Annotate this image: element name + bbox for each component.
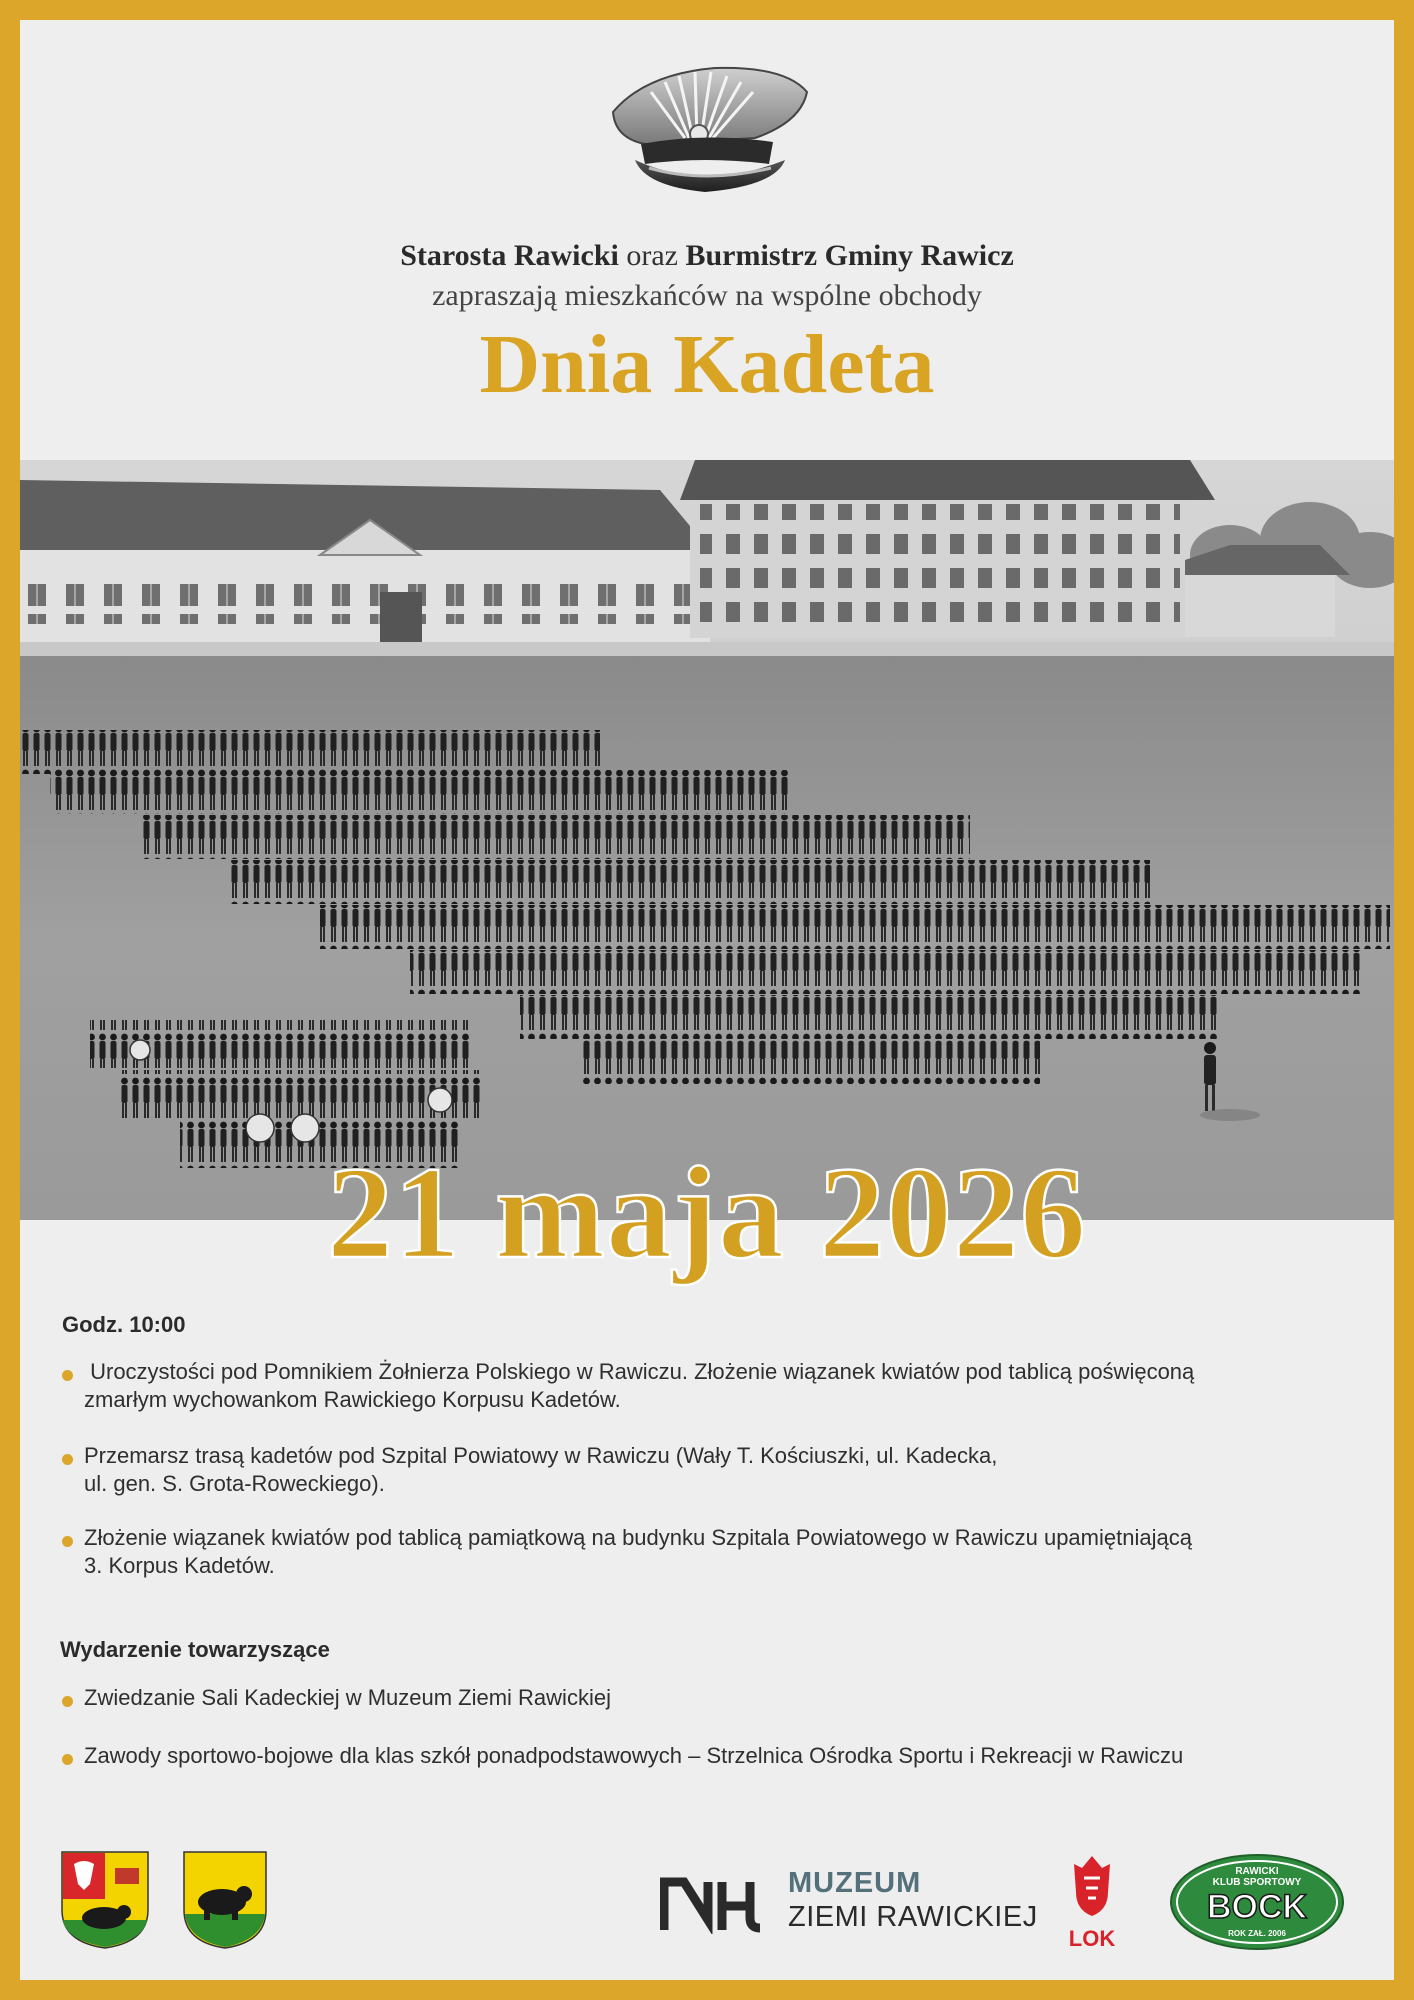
organizers-line [20, 236, 1394, 276]
side-event-item [60, 1684, 1374, 1712]
side-event-text: Zwiedzanie Sali Kadeckiej w Muzeum Ziemi Rawickiej [84, 1685, 611, 1710]
bullet-icon [62, 1454, 73, 1465]
bullet-icon [62, 1536, 73, 1547]
event-date: 21 maja 2026 [327, 1139, 1087, 1286]
schedule-item-line2: zmarłym wychowankom Rawickiego Korpusu Kadetów. [84, 1387, 621, 1412]
schedule-item-line2: 3. Korpus Kadetów. [84, 1553, 275, 1578]
organizer-burmistrz: Burmistrz Gminy Rawicz [685, 239, 1014, 272]
muzeum-name-line2: ZIEMI RAWICKIEJ [788, 1901, 1038, 1933]
schedule-item-line1: Przemarsz trasą kadetów pod Szpital Powiatowy w Rawiczu (Wały T. Kościuszki, ul. Kadecka, [84, 1443, 998, 1468]
schedule-item-line1: Uroczystości pod Pomnikiem Żołnierza Polskiego w Rawiczu. Złożenie wiązanek kwiatów pod tablicą poświęconą [84, 1359, 1195, 1384]
cadet-cap-illustration [605, 52, 815, 210]
bock-top-label: RAWICKI [1235, 1866, 1279, 1877]
side-events-heading: Wydarzenie towarzyszące [60, 1637, 330, 1662]
lok-logo [1064, 1852, 1120, 1952]
invitation-text: zapraszają mieszkańców na wspólne obchody [432, 279, 982, 312]
bullet-icon [62, 1696, 73, 1707]
schedule-item-line2: ul. gen. S. Grota-Roweckiego). [84, 1471, 385, 1496]
muzeum-name-line1: MUZEUM [788, 1867, 922, 1899]
side-event-item [60, 1742, 1374, 1770]
schedule-time: Godz. 10:00 [62, 1312, 186, 1337]
bock-subtitle-label: KLUB SPORTOWY [1212, 1877, 1302, 1888]
bock-club-logo [1168, 1852, 1346, 1952]
schedule-item-line1: Złożenie wiązanek kwiatów pod tablicą pamiątkową na budynku Szpitala Powiatowego w Rawiczu upamiętniającą [84, 1525, 1192, 1550]
schedule-item [60, 1358, 1374, 1414]
muzeum-logo-mark [660, 1872, 772, 1934]
schedule-item [60, 1524, 1374, 1580]
organizer-starosta: Starosta Rawicki [400, 239, 619, 272]
gmina-coat-of-arms-logo [182, 1850, 268, 1950]
historical-cadets-photo [20, 460, 1394, 1220]
powiat-coat-of-arms-logo [60, 1850, 150, 1950]
lok-label: LOK [1068, 1926, 1116, 1951]
bullet-icon [62, 1754, 73, 1765]
poster [20, 20, 1394, 1980]
bock-founded-label: ROK ZAŁ. 2006 [1228, 1929, 1286, 1938]
bullet-icon [62, 1370, 73, 1381]
connector-oraz: oraz [626, 239, 678, 272]
invitation-header [20, 236, 1394, 316]
bock-name-label: BOCK [1206, 1888, 1308, 1926]
side-event-text: Zawody sportowo-bojowe dla klas szkół ponadpodstawowych – Strzelnica Ośrodka Sportu i Rekreacji w Rawiczu [84, 1743, 1184, 1768]
event-title: Dnia Kadeta [479, 318, 935, 411]
schedule-item [60, 1442, 1374, 1498]
